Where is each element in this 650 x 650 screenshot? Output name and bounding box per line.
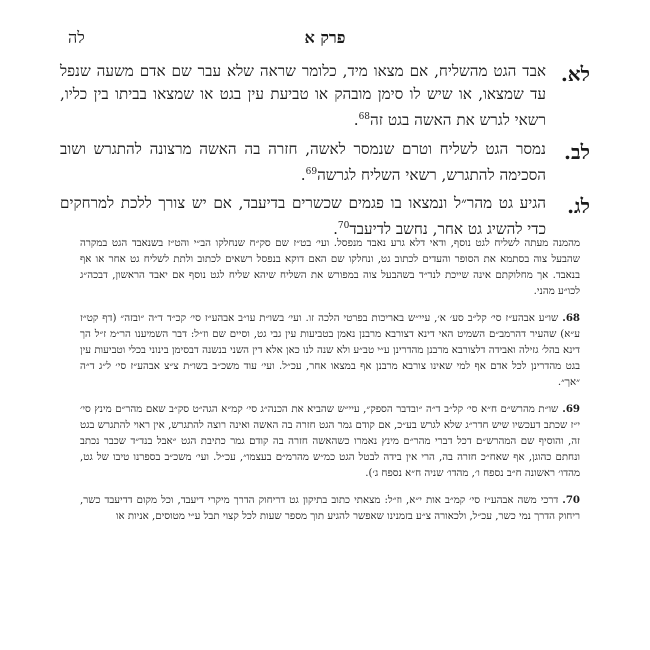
footnote-text: שו״ת מהרש״ם ח״א סי׳ קל״ב ד״ה ״ובדבר הספק״, עיי״ש שהביא את הכנה״ג סי׳ קמ״א הגה״ט סק״ב שאם מהר״ם מינץ סי׳ י״ז שכתב דעכשיו שיש חדר״ג שלא לגרש בע״כ, אם קודם גמר הגט חזרה בה האשה ואינה רוצה להתגרש, אין ראוי להתגרש בגט זה, והוסיף שם המהרש״ם דכל דברי מהר״ם מינץ נאמרו כשהאשה חזרה בה קודם גמר כתיבת הגט ״אבל בנד״ד שכבר נכתב ונחתם כהוגן, אף שאח״כ חזרה בה, הרי אין בידה לבטל הגט כמ״ש מהרמ״ם בעצמו״, עכ״ל. ועי׳ משכ״ב בספרנו טיבו של גט, מהדו׳ ראשונה ח״ב נספח ו׳, מהדו׳ שניה ח״א נספח ג׳). <box>80 404 580 479</box>
entry-number: לב. <box>564 140 590 164</box>
entry-text: הגיע גט מהר״ל ונמצאו בו פגמים שכשרים בדיעבד, אם יש צורך ללכת למרחקים כדי להשיג גט אחר, נחשב לדיעבד$^{70}$. <box>60 194 546 239</box>
entry-body: הגיע גט מהר״ל ונמצאו בו פגמים שכשרים בדיעבד, אם יש צורך ללכת למרחקים כדי להשיג גט אחר, נחשב לדיעבד <box>60 194 546 239</box>
entry-31 <box>60 60 590 132</box>
footnote-continuation <box>80 236 580 300</box>
entry-32 <box>60 138 590 187</box>
footnote-number: 69. <box>562 403 580 415</box>
footnote-text: דרכי משה אבהע״ז סי׳ קמ״ב אות י״א, וז״ל: מצאתי כתוב בתיקון גט דריחוק הדרך מיקרי דיעבד, וכל מקום דדיעבד כשר, ריחוק הדרך נמי כשר, עכ״ל, ולכאורה צ״ע בזמנינו שאפשר להגיע תוך מספר שעות לכל קצוי תבל ע״י מטוסים, אניות או <box>80 495 580 522</box>
footnote-number: 70. <box>562 494 580 506</box>
footnote-number: 68. <box>562 312 580 324</box>
footnote-68 <box>80 310 580 391</box>
footnote-text: מהמנה מעתה לשליח לגט נוסף, ודאי דלא גרע נאבד מנפסל. ועי׳ בט״ז שם סק״ח שנחלקו הב״י והט״ז בשנאבד הגט במקרה שהבעל צוה בסתמא את הסופר והעדים לכתוב גט, ונחלקו שם האם דוקא בנפסל רשאים לכתוב ולתת לשליח גט אחר או אף בנאבד. אך מחלוקתם אינה שייכת לנד״ד בשהבעל צוה במפורש את השליח שיהא שליח לגט נוסף אם יאבד הראשון, דבכה״ג לכו״ע מהני. <box>80 238 580 297</box>
footnote-69 <box>80 401 580 482</box>
page-header <box>60 28 590 50</box>
footnotes-section <box>80 236 580 535</box>
entry-number: לג. <box>567 194 590 218</box>
footnote-70 <box>80 492 580 525</box>
page-number: לה <box>68 28 85 47</box>
entry-body: נמסר הגט לשליח וטרם שנמסר לאשה, חזרה בה האשה מרצונה להתגרש ושוב הסכימה להתגרש, רשאי השליח לגרשה <box>60 140 546 185</box>
entry-text: נמסר הגט לשליח וטרם שנמסר לאשה, חזרה בה האשה מרצונה להתגרש ושוב הסכימה להתגרש, רשאי השליח לגרשה$^{69}$. <box>60 140 546 185</box>
footnote-ref: 68 <box>358 112 371 122</box>
entry-body: אבד הגט מהשליח, אם מצאו מיד, כלומר שראה שלא עבר שם אדם משעה שנפל עד שמצאו, או שיש לו סימן מובהק או טביעת עין בגט או שמצאו בביתו בין כליו, רשאי לגרש את האשה בגט זה <box>60 62 546 130</box>
footnote-text: שו״ע אבהע״ז סי׳ קל״ב סע׳ א׳, עיי״ש באריכות בפרטי הלכה זו. ועי׳ בשו״ת עו״ב אבהע״ז סי׳ קכ״ד ד״ה ״ובזה״ (דף קט״ז ע״א) שהעיר דהרמב״ם השמיט האי דינא דצורבא מרבנן נאמן בטביעות עין גבי גט, וסיים שם וז״ל: דבר השמיענו הר״מ ז״ל הך דינא בהל׳ גזילה ואבידה דלצורבא מרבנן מהדרינן ע״י טב״ע ולא שנה לנו כאן אלא דין השני בנשנה דבסימן בינוני בכלי וטביעות עין בגט מהדרינן לכל אדם אף למי שאינו צורבא מרבנן אף במצאו אחר, עכ״ל. ועי׳ עוד משכ״ב בשו״ת צ״צ אבהע״ז סי׳ ל״ג ד״ה ״אך״. <box>80 313 580 388</box>
entry-number: לא. <box>560 62 590 86</box>
footnote-ref: 70 <box>337 221 350 231</box>
chapter-title: פרק א <box>304 28 346 47</box>
footnote-ref: 69 <box>305 167 318 177</box>
entry-33 <box>60 192 590 241</box>
entry-text: אבד הגט מהשליח, אם מצאו מיד, כלומר שראה שלא עבר שם אדם משעה שנפל עד שמצאו, או שיש לו סימן מובהק או טביעת עין בגט או שמצאו בביתו בין כליו, רשאי לגרש את האשה בגט זה$^{68}$. <box>60 62 546 130</box>
